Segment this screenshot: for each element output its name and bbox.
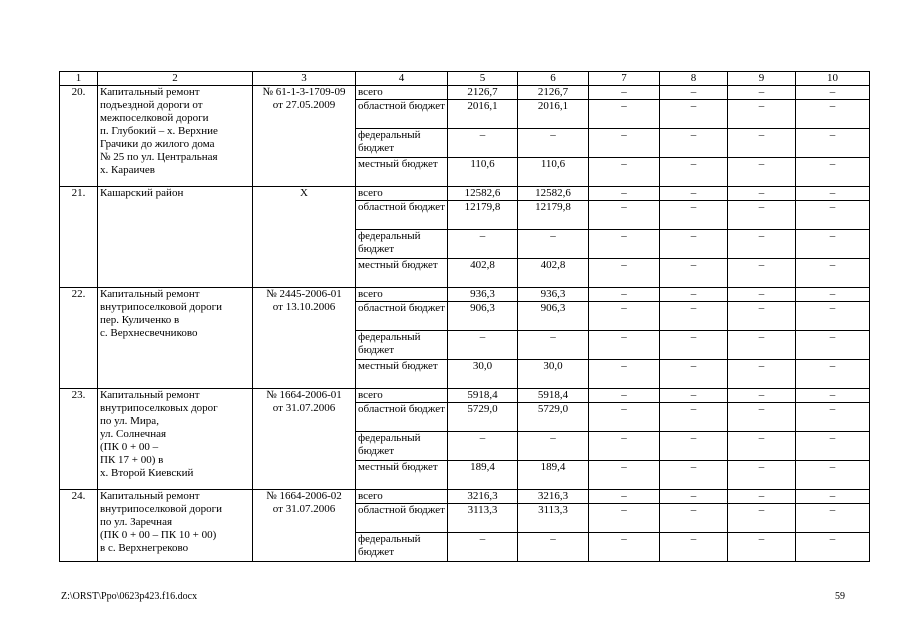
document-ref-cell [253, 86, 356, 187]
amount-cell: – [660, 403, 728, 432]
object-name-line: межпоселковой дороги [100, 112, 209, 124]
amount-cell: – [796, 86, 870, 100]
document-ref-cell [253, 288, 356, 389]
amount-cell: 2016,1 [448, 100, 518, 129]
document-ref-line: № 1664-2006-01 [266, 389, 342, 401]
object-name-cell [98, 187, 253, 288]
object-name-line: № 25 по ул. Центральная [100, 151, 218, 163]
object-name-line: Грачики до жилого дома [100, 138, 215, 150]
amount-cell: – [589, 302, 660, 331]
amount-cell: – [728, 432, 796, 461]
object-name-cell [98, 288, 253, 389]
document-ref-line: № 2445-2006-01 [266, 288, 342, 300]
object-name-line: п. Глубокий – х. Верхние [100, 125, 218, 137]
amount-cell: – [589, 201, 660, 230]
amount-cell: 936,3 [518, 288, 589, 302]
amount-cell: – [728, 158, 796, 187]
document-ref-line: от 31.07.2006 [272, 402, 336, 414]
amount-cell: – [660, 331, 728, 360]
object-name-line: пер. Куличенко в [100, 314, 180, 326]
amount-cell: – [796, 288, 870, 302]
object-name-line: (ПК 0 + 00 – [100, 441, 159, 453]
amount-cell: – [660, 86, 728, 100]
amount-cell: – [796, 302, 870, 331]
document-ref-line: от 31.07.2006 [272, 503, 336, 515]
amount-cell: – [728, 461, 796, 490]
amount-cell: 189,4 [448, 461, 518, 490]
amount-cell: – [796, 158, 870, 187]
table-row [60, 389, 870, 403]
amount-cell: 3216,3 [448, 490, 518, 504]
object-name-cell [98, 490, 253, 562]
budget-source-cell: всего [356, 490, 448, 504]
amount-cell: 2016,1 [518, 100, 589, 129]
object-name-line: Капитальный ремонт [100, 86, 200, 98]
budget-source-cell: местный бюджет [356, 461, 448, 490]
amount-cell: – [589, 490, 660, 504]
amount-cell: – [728, 288, 796, 302]
object-name-line: Капитальный ремонт [100, 389, 200, 401]
amount-cell: – [796, 360, 870, 389]
amount-cell: – [728, 187, 796, 201]
amount-cell: – [448, 432, 518, 461]
table-row [60, 187, 870, 201]
amount-cell: 402,8 [448, 259, 518, 288]
table-row [60, 86, 870, 100]
column-number-cell: 7 [589, 72, 660, 86]
column-number-cell: 10 [796, 72, 870, 86]
budget-source-cell: всего [356, 86, 448, 100]
object-name-line: х. Второй Киевский [100, 467, 194, 479]
budget-source-cell: федеральный бюджет [356, 432, 448, 461]
budget-source-cell: федеральный бюджет [356, 230, 448, 259]
amount-cell: – [589, 86, 660, 100]
column-number-cell: 6 [518, 72, 589, 86]
amount-cell: 30,0 [518, 360, 589, 389]
budget-source-cell: всего [356, 187, 448, 201]
amount-cell: – [660, 288, 728, 302]
amount-cell: – [660, 533, 728, 562]
amount-cell: – [728, 331, 796, 360]
amount-cell: – [660, 302, 728, 331]
object-name-line: по ул. Мира, [100, 415, 159, 427]
amount-cell: – [589, 432, 660, 461]
amount-cell: – [589, 331, 660, 360]
amount-cell: – [796, 490, 870, 504]
object-name-line: подъездной дороги от [100, 99, 203, 111]
amount-cell: – [660, 100, 728, 129]
budget-source-cell: областной бюджет [356, 201, 448, 230]
amount-cell: 3113,3 [448, 504, 518, 533]
amount-cell: – [518, 533, 589, 562]
document-ref-cell [253, 490, 356, 562]
amount-cell: – [660, 504, 728, 533]
amount-cell: 12582,6 [518, 187, 589, 201]
budget-source-cell: всего [356, 389, 448, 403]
amount-cell: – [589, 158, 660, 187]
amount-cell: – [728, 533, 796, 562]
amount-cell: – [728, 490, 796, 504]
amount-cell: – [448, 230, 518, 259]
budget-source-cell: всего [356, 288, 448, 302]
column-number-row [60, 72, 870, 86]
object-name-line: Кашарский район [100, 187, 184, 199]
amount-cell: – [728, 100, 796, 129]
amount-cell: – [660, 129, 728, 158]
object-name-line: в с. Верхнегреково [100, 542, 189, 554]
document-ref-line: от 27.05.2009 [272, 99, 336, 111]
budget-source-cell: местный бюджет [356, 360, 448, 389]
document-ref-line: от 13.10.2006 [272, 301, 336, 313]
amount-cell: 3216,3 [518, 490, 589, 504]
object-name-line: Капитальный ремонт [100, 490, 200, 502]
amount-cell: 2126,7 [518, 86, 589, 100]
amount-cell: 110,6 [448, 158, 518, 187]
amount-cell: – [728, 302, 796, 331]
amount-cell: – [589, 504, 660, 533]
object-name-line: внутрипоселковой дороги [100, 301, 222, 313]
amount-cell: 5918,4 [518, 389, 589, 403]
object-name-line: по ул. Заречная [100, 516, 173, 528]
amount-cell: 402,8 [518, 259, 589, 288]
document-ref-cell [253, 389, 356, 490]
amount-cell: – [518, 230, 589, 259]
amount-cell: – [589, 288, 660, 302]
amount-cell: – [660, 490, 728, 504]
amount-cell: – [796, 389, 870, 403]
amount-cell: – [589, 259, 660, 288]
amount-cell: 5729,0 [448, 403, 518, 432]
object-name-line: внутрипоселковой дороги [100, 503, 222, 515]
amount-cell: – [660, 201, 728, 230]
object-name-line: ПК 17 + 00) в [100, 454, 164, 466]
amount-cell: – [448, 129, 518, 158]
amount-cell: – [660, 158, 728, 187]
page-number: 59 [835, 591, 845, 602]
amount-cell: – [728, 201, 796, 230]
amount-cell: – [589, 129, 660, 158]
budget-source-cell: областной бюджет [356, 302, 448, 331]
amount-cell: – [518, 129, 589, 158]
amount-cell: 12179,8 [518, 201, 589, 230]
column-number-cell: 9 [728, 72, 796, 86]
budget-table [59, 71, 870, 562]
amount-cell: – [796, 533, 870, 562]
amount-cell: – [589, 360, 660, 389]
entry-number-cell: 21. [60, 187, 98, 288]
amount-cell: – [589, 389, 660, 403]
amount-cell: – [660, 187, 728, 201]
entry-number-cell: 23. [60, 389, 98, 490]
amount-cell: – [660, 360, 728, 389]
column-number-cell: 4 [356, 72, 448, 86]
amount-cell: – [796, 100, 870, 129]
column-number-cell: 5 [448, 72, 518, 86]
amount-cell: – [589, 230, 660, 259]
table-row [60, 288, 870, 302]
amount-cell: – [518, 432, 589, 461]
column-number-cell: 1 [60, 72, 98, 86]
object-name-line: ул. Солнечная [100, 428, 167, 440]
amount-cell: – [448, 331, 518, 360]
entry-number-cell: 24. [60, 490, 98, 562]
entry-number-cell: 22. [60, 288, 98, 389]
amount-cell: – [589, 533, 660, 562]
amount-cell: – [796, 259, 870, 288]
column-number-cell: 2 [98, 72, 253, 86]
amount-cell: – [728, 129, 796, 158]
amount-cell: – [589, 403, 660, 432]
amount-cell: 12179,8 [448, 201, 518, 230]
object-name-line: с. Верхнесвечниково [100, 327, 198, 339]
object-name-cell [98, 86, 253, 187]
amount-cell: 189,4 [518, 461, 589, 490]
amount-cell: – [660, 389, 728, 403]
amount-cell: – [796, 403, 870, 432]
amount-cell: – [589, 461, 660, 490]
entry-number-cell: 20. [60, 86, 98, 187]
amount-cell: 110,6 [518, 158, 589, 187]
amount-cell: 906,3 [448, 302, 518, 331]
amount-cell: – [589, 187, 660, 201]
budget-source-cell: местный бюджет [356, 259, 448, 288]
amount-cell: – [728, 403, 796, 432]
amount-cell: – [660, 461, 728, 490]
amount-cell: 936,3 [448, 288, 518, 302]
amount-cell: – [728, 230, 796, 259]
budget-source-cell: федеральный бюджет [356, 129, 448, 158]
amount-cell: – [728, 259, 796, 288]
amount-cell: – [796, 461, 870, 490]
document-ref-line: № 61-1-3-1709-09 [262, 86, 346, 98]
document-ref-cell [253, 187, 356, 288]
document-ref-line: № 1664-2006-02 [266, 490, 342, 502]
object-name-line: Капитальный ремонт [100, 288, 200, 300]
amount-cell: – [796, 504, 870, 533]
table-row [60, 490, 870, 504]
amount-cell: – [796, 230, 870, 259]
amount-cell: – [728, 360, 796, 389]
amount-cell: – [796, 201, 870, 230]
budget-source-cell: федеральный бюджет [356, 331, 448, 360]
amount-cell: 12582,6 [448, 187, 518, 201]
document-ref-line: Х [300, 187, 308, 199]
budget-source-cell: местный бюджет [356, 158, 448, 187]
object-name-cell [98, 389, 253, 490]
amount-cell: – [796, 331, 870, 360]
budget-source-cell: областной бюджет [356, 100, 448, 129]
amount-cell: 5918,4 [448, 389, 518, 403]
amount-cell: 906,3 [518, 302, 589, 331]
amount-cell: – [660, 259, 728, 288]
object-name-line: внутрипоселковых дорог [100, 402, 218, 414]
budget-source-cell: областной бюджет [356, 504, 448, 533]
column-number-cell: 8 [660, 72, 728, 86]
amount-cell: – [448, 533, 518, 562]
object-name-line: (ПК 0 + 00 – ПК 10 + 00) [100, 529, 217, 541]
amount-cell: – [796, 432, 870, 461]
amount-cell: – [796, 129, 870, 158]
amount-cell: 5729,0 [518, 403, 589, 432]
amount-cell: – [518, 331, 589, 360]
amount-cell: – [660, 432, 728, 461]
amount-cell: – [796, 187, 870, 201]
column-number-cell: 3 [253, 72, 356, 86]
amount-cell: – [728, 389, 796, 403]
amount-cell: – [660, 230, 728, 259]
amount-cell: – [728, 504, 796, 533]
budget-source-cell: областной бюджет [356, 403, 448, 432]
object-name-line: х. Караичев [100, 164, 155, 176]
file-path-footer: Z:\ORST\Ppo\0623p423.f16.docx [61, 591, 198, 602]
amount-cell: 30,0 [448, 360, 518, 389]
amount-cell: – [589, 100, 660, 129]
amount-cell: 3113,3 [518, 504, 589, 533]
amount-cell: – [728, 86, 796, 100]
amount-cell: 2126,7 [448, 86, 518, 100]
budget-source-cell: федеральный бюджет [356, 533, 448, 562]
